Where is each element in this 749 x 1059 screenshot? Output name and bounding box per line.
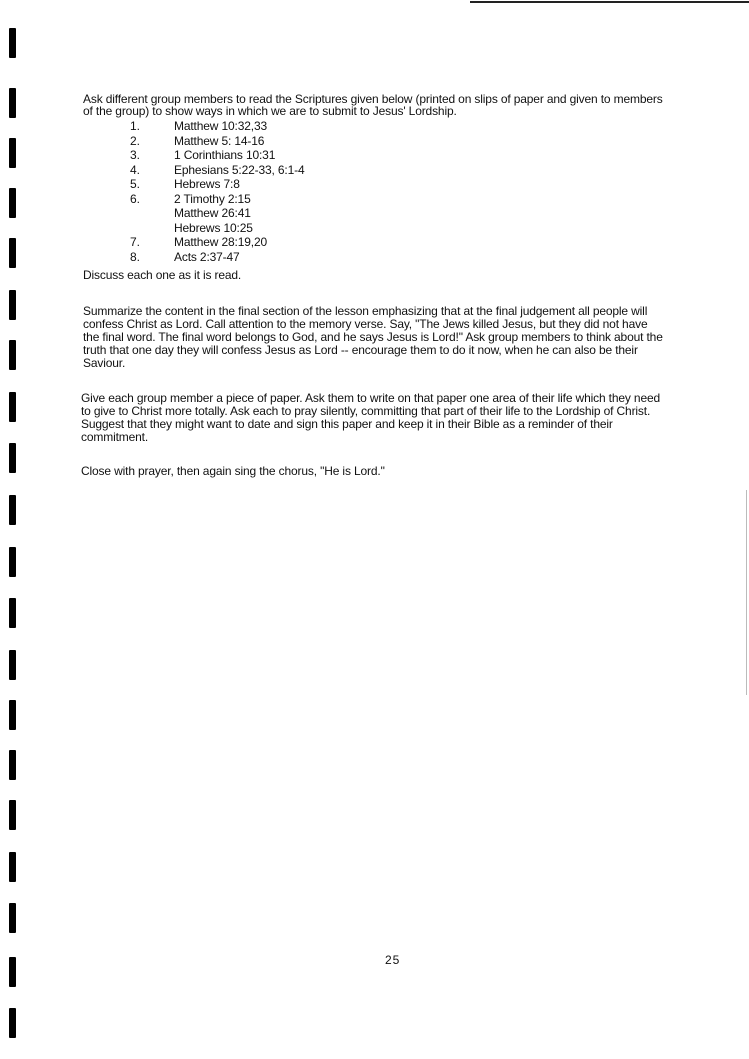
scripture-reference: Acts 2:37-47 bbox=[174, 249, 240, 264]
scripture-reference: Matthew 26:41 bbox=[174, 206, 251, 220]
binder-hole bbox=[9, 650, 16, 680]
binder-hole bbox=[9, 443, 16, 473]
text-line: the final word. The final word belongs to God, and he says Jesus is Lord!" Ask group members to think about the bbox=[83, 330, 663, 344]
text-line: Suggest that they might want to date and sign this paper and keep it in their Bible as a reminder of their bbox=[81, 417, 613, 431]
binder-hole bbox=[9, 88, 16, 118]
binder-hole bbox=[9, 290, 16, 320]
scan-edge-line bbox=[470, 1, 749, 3]
list-number: 6. bbox=[130, 191, 141, 206]
discuss-text: Discuss each one as it is read. bbox=[83, 268, 242, 282]
text-line: truth that one day they will confess Jesus as Lord -- encourage them to do it now, when he can also be their bbox=[83, 343, 638, 357]
text-line: Give each group member a piece of paper. Ask them to write on that paper one area of their life which they need bbox=[81, 391, 661, 405]
binder-hole bbox=[9, 700, 16, 730]
binder-hole bbox=[9, 238, 16, 268]
binder-hole bbox=[9, 28, 16, 58]
text-line: Ask different group members to read the Scriptures given below (printed on slips of paper and given to members bbox=[83, 92, 663, 106]
page-number: 25 bbox=[385, 953, 401, 967]
scripture-reference: Matthew 5: 14-16 bbox=[174, 133, 265, 148]
binder-hole bbox=[9, 547, 16, 577]
scripture-reference: Ephesians 5:22-33, 6:1-4 bbox=[174, 162, 305, 177]
binder-hole bbox=[9, 340, 16, 370]
list-number: 2. bbox=[130, 133, 141, 148]
list-number: 3. bbox=[130, 148, 141, 162]
closing-text: Close with prayer, then again sing the chorus, "He is Lord." bbox=[81, 464, 385, 478]
list-number: 7. bbox=[130, 235, 141, 249]
text-line: commitment. bbox=[81, 430, 149, 444]
binder-hole bbox=[9, 903, 16, 933]
binder-hole bbox=[9, 800, 16, 830]
binder-hole bbox=[9, 495, 16, 525]
scan-edge-line bbox=[746, 490, 747, 695]
binder-hole bbox=[9, 392, 16, 422]
scripture-reference: Hebrews 7:8 bbox=[174, 177, 240, 191]
binder-hole bbox=[9, 598, 16, 628]
scripture-reference: Hebrews 10:25 bbox=[174, 220, 253, 235]
binder-hole bbox=[9, 188, 16, 218]
list-number: 4. bbox=[130, 162, 141, 177]
list-number: 1. bbox=[130, 119, 141, 133]
text-line: Saviour. bbox=[83, 356, 126, 370]
scripture-reference: 1 Corinthians 10:31 bbox=[174, 148, 276, 162]
text-line: of the group) to show ways in which we are to submit to Jesus' Lordship. bbox=[83, 104, 457, 118]
list-number: 8. bbox=[130, 249, 141, 264]
scripture-reference: Matthew 28:19,20 bbox=[174, 235, 267, 249]
binder-hole bbox=[9, 957, 16, 987]
binder-hole bbox=[9, 750, 16, 780]
binder-hole bbox=[9, 852, 16, 882]
scripture-reference: Matthew 10:32,33 bbox=[174, 119, 267, 133]
text-line: to give to Christ more totally. Ask each to pray silently, committing that part of their life to the Lordship of Christ. bbox=[81, 404, 651, 418]
binder-hole bbox=[9, 1008, 16, 1038]
binder-hole bbox=[9, 138, 16, 168]
text-line: Summarize the content in the final section of the lesson emphasizing that at the final judgement all people will bbox=[83, 304, 648, 318]
text-line: confess Christ as Lord. Call attention to the memory verse. Say, "The Jews killed Jesus, but they did not have bbox=[83, 317, 648, 331]
scripture-reference: 2 Timothy 2:15 bbox=[174, 191, 251, 206]
list-number: 5. bbox=[130, 177, 141, 191]
